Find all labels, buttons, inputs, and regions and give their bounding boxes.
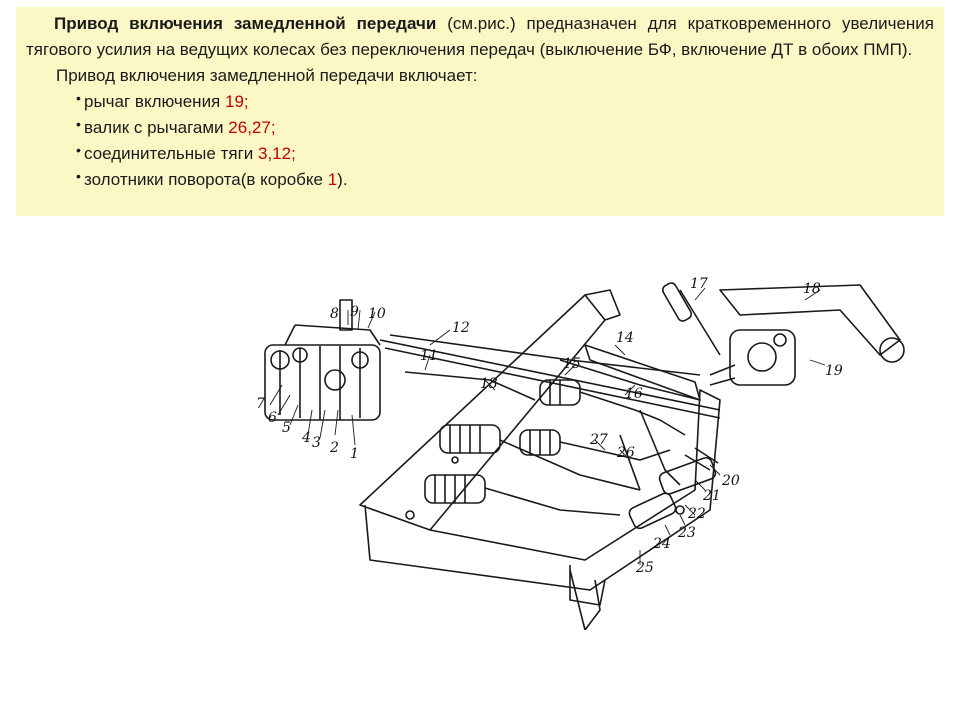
frame-lower-plate bbox=[365, 390, 720, 590]
label-10: 10 bbox=[368, 306, 386, 322]
rod-11 bbox=[405, 372, 535, 400]
part-reference: 1 bbox=[327, 170, 338, 189]
bullet-icon: • bbox=[76, 116, 81, 132]
list-item: • рычаг включения 19; bbox=[84, 89, 934, 115]
label-2: 2 bbox=[330, 440, 339, 456]
includes-line: Привод включения замедленной передачи включает: bbox=[56, 66, 478, 85]
lever-27 bbox=[620, 435, 640, 490]
label-26: 26 bbox=[617, 445, 635, 461]
label-17: 17 bbox=[690, 276, 708, 292]
bullet-icon: • bbox=[76, 90, 81, 106]
label-4: 4 bbox=[302, 430, 311, 446]
label-24: 24 bbox=[653, 536, 671, 552]
bullet-icon: • bbox=[76, 168, 81, 184]
mechanism-drawing bbox=[240, 260, 940, 630]
intro-title: Привод включения замедленной передачи bbox=[54, 14, 437, 33]
list-item: • золотники поворота(в коробке 1). bbox=[84, 167, 934, 193]
label-8: 8 bbox=[330, 306, 339, 322]
label-6: 6 bbox=[268, 410, 277, 426]
components-list bbox=[26, 89, 934, 193]
list-item: • соединительные тяги 3,12; bbox=[84, 141, 934, 167]
label-1: 1 bbox=[350, 446, 359, 462]
label-20: 20 bbox=[722, 473, 740, 489]
bullet-icon: • bbox=[76, 142, 81, 158]
label-14: 14 bbox=[616, 330, 634, 346]
part-reference: 3,12; bbox=[257, 144, 296, 163]
label-5: 5 bbox=[282, 420, 291, 436]
label-3: 3 bbox=[312, 435, 321, 451]
label-15: 15 bbox=[563, 356, 581, 372]
intro-paragraph bbox=[26, 11, 934, 63]
pivot-19 bbox=[710, 330, 795, 385]
part-reference: 19; bbox=[225, 92, 249, 111]
label-16: 16 bbox=[625, 386, 643, 402]
label-21: 21 bbox=[703, 488, 721, 504]
description-box bbox=[16, 7, 944, 216]
intro-text: (см.рис.) предназначен для кратковременного увеличения тягового усилия на ведущих колесах без переключения передач (выключение БФ, включение ДТ в обоих ПМП). bbox=[26, 14, 935, 59]
cylinder-24 bbox=[627, 491, 677, 530]
label-22: 22 bbox=[688, 506, 706, 522]
label-18: 18 bbox=[803, 281, 821, 297]
label-27: 27 bbox=[590, 432, 608, 448]
label-12: 12 bbox=[452, 320, 470, 336]
part-reference: 26,27; bbox=[228, 118, 276, 137]
label-7: 7 bbox=[256, 396, 265, 412]
label-11: 11 bbox=[420, 348, 438, 364]
label-9: 9 bbox=[350, 304, 359, 320]
lever-17 bbox=[680, 290, 720, 355]
frame-beam bbox=[360, 295, 605, 530]
list-item: • валик с рычагами 26,27; bbox=[84, 115, 934, 141]
mechanism-svg bbox=[240, 260, 940, 630]
label-23: 23 bbox=[678, 525, 696, 541]
gearbox-block bbox=[265, 300, 380, 420]
label-13: 13 bbox=[480, 376, 498, 392]
lever-26 bbox=[640, 410, 680, 485]
label-19: 19 bbox=[825, 363, 843, 379]
label-25: 25 bbox=[636, 560, 654, 576]
